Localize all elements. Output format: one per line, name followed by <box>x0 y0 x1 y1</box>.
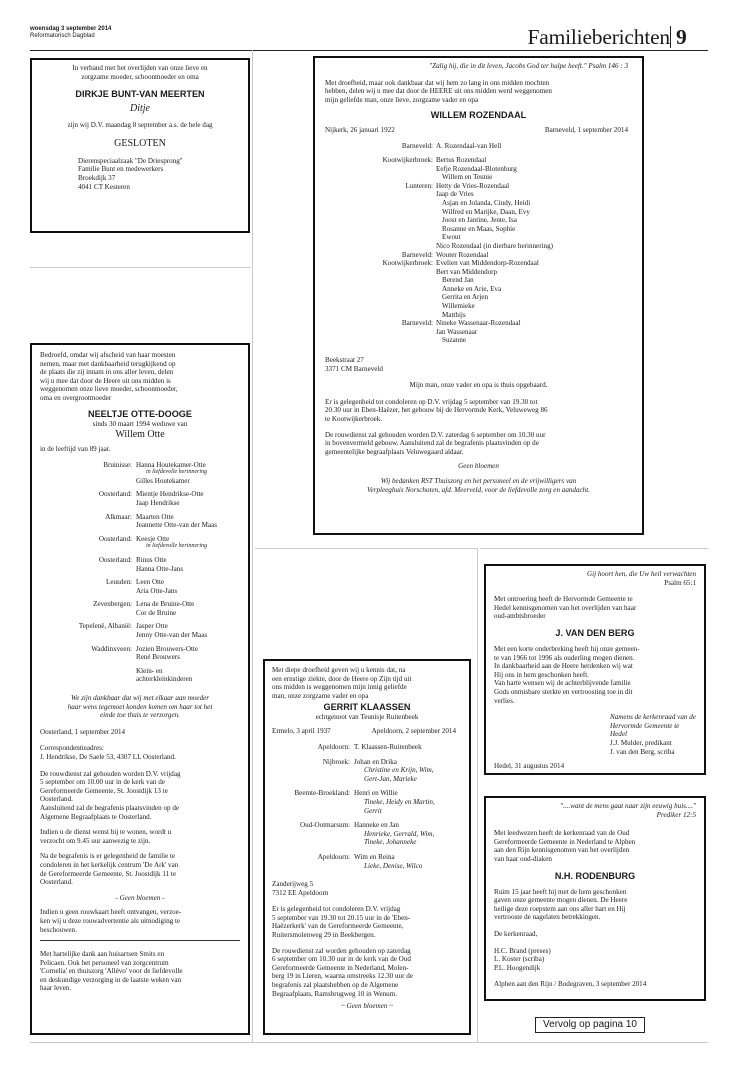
husband-name: Willem Otte <box>115 429 165 441</box>
correspondence: Correspondentieadres: J. Hendrikse, De Saele 53, 4307 LL Oosterland. <box>40 744 176 761</box>
family-place: Beemte-Broekland: <box>294 789 350 798</box>
family-member: Christine en Krijn, Wim, <box>364 766 434 775</box>
family-row <box>325 302 632 311</box>
family-place: Waddinxveen: <box>91 644 132 653</box>
family-member: Asjan en Jolanda, Cindy, Heidi <box>442 198 531 207</box>
family-place: Apeldoorn: <box>317 852 350 861</box>
no-flowers: ~ Geen bloemen ~ <box>341 1002 393 1011</box>
nickname: Ditje <box>130 103 150 115</box>
family-member: Nineke Wassenaar-Rozendaal <box>436 319 521 328</box>
notice-van-den-berg <box>484 564 706 775</box>
family-member: Klein- en <box>136 666 163 675</box>
page-number: 9 <box>676 25 687 49</box>
family-place: Tepelenë, Albanië: <box>78 622 132 631</box>
tribute-text: Ruim 15 jaar heeft hij met de hem geschonken gaven onze gemeente mogen dienen. De Heere heilige deze roepstem aan ons aller hart en Hij vertrooste de nagelaten betrekkingen. <box>494 887 628 922</box>
family-member: Hanneke en Jan <box>354 821 399 830</box>
family-row <box>325 242 632 251</box>
family-member: Keesje Otte <box>136 534 170 543</box>
family-row <box>325 190 632 199</box>
separator <box>30 1042 708 1043</box>
family-member: Tineke, Heidy en Martin, <box>364 797 435 806</box>
separator <box>255 548 477 549</box>
family-group <box>40 578 240 595</box>
family-group <box>272 789 462 815</box>
bible-quote: "Zalig hij, die in dit leven, Jacobs God ter hulpe heeft." Psalm 146 : 3 <box>429 62 628 70</box>
family-member: Berend Jan <box>442 276 474 285</box>
bible-quote: Gij hoort hen, die Uw heil verwachten <box>587 570 696 578</box>
family-member: Jozien Brouwers-Otte <box>136 644 199 653</box>
family-member: Gert-Jan, Marieke <box>364 774 417 783</box>
death: Apeldoorn, 2 september 2014 <box>371 726 456 735</box>
separator <box>480 548 708 549</box>
family-member: Hanna Houtekamer-Otte <box>136 460 206 469</box>
family-row <box>325 259 632 268</box>
deceased-name: DIRKJE BUNT-VAN MEERTEN <box>75 89 205 100</box>
deceased-name: J. VAN DEN BERG <box>555 627 635 638</box>
bible-ref: Psalm 65:1 <box>664 578 696 587</box>
widow-line: sinds 30 maart 1994 weduwe van <box>92 419 188 428</box>
thanks-caregivers: Met hartelijke dank aan huisartsen Smits en Pelicaen. Ook het personeel van zorgcentrum 'Cornelia' en thuiszorg 'Allévo' voor de liefdevolle en deskundige verzorging in de laatste weken van haar leven. <box>40 950 183 993</box>
family-group <box>272 743 462 752</box>
family-group <box>40 461 240 486</box>
family-member: Gilles Houtekamer <box>136 476 190 485</box>
family-member: Nico Rozendaal (in dierbare herinnering) <box>436 241 553 250</box>
column-divider <box>252 50 253 1042</box>
signature: Namens de kerkenraad van de Hervormde Gemeente te Hedel J.J. Mulder, predikant J. van den Berg, scriba <box>610 713 696 756</box>
condolence-info: Na de begrafenis is er gelegenheid de familie te condoleren in het kerkelijk centrum 'De Ark' van de Gereformeerde Gemeente, St. Joostdijk 11 te Oosterland. <box>40 852 179 887</box>
family-place: Oosterland: <box>98 490 132 499</box>
place-date: Alphen aan den Rijn / Bodegraven, 3 september 2014 <box>494 980 647 989</box>
family-row <box>325 276 632 285</box>
family-group <box>272 821 462 847</box>
family-member: Evelien van Middendorp-Rozendaal <box>436 259 539 268</box>
family-list <box>325 142 632 345</box>
no-flowers: Geen bloemen <box>458 462 499 471</box>
family-member: Lena de Bruine-Otte <box>136 600 195 609</box>
family-place: Bruinisse: <box>103 460 132 469</box>
family-row <box>325 268 632 277</box>
family-place: Zevenbergen: <box>93 600 132 609</box>
thanks-family: We zijn dankbaar dat wij met elkaar aan moeder haar wens tegemoet konden komen om haar tot het einde toe thuis te verzorgen. <box>67 694 213 720</box>
family-member: Willem en Teunie <box>442 173 493 182</box>
family-member: A. Rozendaal-van Hell <box>436 142 502 151</box>
family-member: Gerrita en Arjen <box>442 293 489 302</box>
family-place: Lunteren: <box>405 181 433 190</box>
service-info: De rouwdienst zal gehouden worden D.V. zaterdag 6 september om 10.30 uur in bovenvermeld gebouw. Aansluitend zal de begrafenis plaatsvinden op de gemeentelijke begraafplaats Veluwegaard aldaar. <box>325 430 546 456</box>
family-member: Suzanne <box>442 336 467 345</box>
death: Barneveld, 1 september 2014 <box>544 126 628 135</box>
family-row <box>325 208 632 217</box>
family-member: Rosanne en Maas, Sophie <box>442 224 516 233</box>
family-member: Jasper Otte <box>136 622 168 631</box>
header-rule <box>30 50 708 51</box>
closure-line: zijn wij D.V. maandag 8 september a.s. de hele dag <box>67 121 213 130</box>
family-list <box>40 461 240 684</box>
signature: Dierenspeciaalzaak "De Driesprong" Familie Bunt en medewerkers Broekdijk 37 4041 CT Kesteren <box>78 156 183 191</box>
family-row <box>325 319 632 328</box>
family-row <box>325 173 632 182</box>
header-separator <box>670 26 671 48</box>
notice-intro: In verband met het overlijden van onze lieve en zorgzame moeder, schoonmoeder en oma <box>72 64 208 81</box>
tribute-text: Met een korte onderbreking heeft hij onze gemeen- te van 1966 tot 1996 als ouderling mogen dienen. In dankbaarheid aan de Heere herdenken wij wat Hij ons in hem geschonken heeft. Van harte wensen wij de achterblijvende familie Gods onmisbare sterkte en vertroosting toe in dit verlies. <box>494 644 640 705</box>
family-member: Bertus Rozendaal <box>436 155 487 164</box>
family-member: Maarten Otte <box>136 512 174 521</box>
family-member: Joost en Jantine, Jente, Isa <box>442 216 517 225</box>
closed-label: GESLOTEN <box>114 137 166 149</box>
condolence-info: Er is gelegenheid tot condoleren op D.V. vrijdag 5 september van 19.30 tot 20.30 uur in Eben-Haëzer, het gebouw bij de Hervormde Kerk, Veluweweg 86 te Kootwijkerbroek. <box>325 397 548 423</box>
family-row <box>325 225 632 234</box>
notice-rozendaal <box>313 56 644 535</box>
family-member: Henrieke, Gerrald, Wim, <box>364 829 435 838</box>
place-date: Hedel, 31 augustus 2014 <box>494 762 565 771</box>
family-member: Lieke, Denise, Wilco <box>364 861 423 870</box>
family-row <box>325 156 632 165</box>
notice-otte <box>30 343 250 1035</box>
notice-klaassen <box>263 659 471 1035</box>
family-member: Jenny Otte-van der Maas <box>136 631 208 640</box>
family-member: Jaap Hendrikse <box>136 499 180 508</box>
family-member: René Brouwers <box>136 653 180 662</box>
family-member: Aria Otte-Jans <box>136 586 178 595</box>
family-list <box>272 743 462 870</box>
paper-name: Reformatorisch Dagblad <box>30 33 95 40</box>
family-member: Jan Wassenaar <box>436 327 478 336</box>
family-row <box>325 233 632 242</box>
family-member: Rinus Otte <box>136 555 167 564</box>
signature-head: De kerkenraad, <box>494 929 538 938</box>
family-place: Oosterland: <box>98 534 132 543</box>
family-place: Apeldoorn: <box>317 742 350 751</box>
family-member: Gerrit <box>364 806 382 815</box>
age: in de leeftijd van 89 jaar. <box>40 445 111 454</box>
spouse-line: echtgenoot van Teunisje Ruitenbeek <box>315 713 419 722</box>
separator <box>30 267 250 268</box>
family-place: Nijbroek: <box>322 757 350 766</box>
notice-intro: Met leedwezen heeft de kerkenraad van de Oud Gereformeerde Gemeente in Nederland te Alphen aan den Rijn kennisgenomen van het overlijden van haar oud-diaken <box>494 829 636 863</box>
family-member: Mientje Hendrikse-Otte <box>136 490 204 499</box>
life-dates <box>325 126 632 136</box>
bible-ref: Prediker 12:5 <box>656 810 696 819</box>
family-place: Kootwijkerbroek: <box>382 155 433 164</box>
family-row <box>325 311 632 320</box>
no-flowers: - Geen bloemen - <box>115 893 165 902</box>
family-row <box>325 182 632 191</box>
family-row <box>325 251 632 260</box>
signature: H.C. Brand (preses) L. Koster (scriba) P.L. Hoogendijk <box>494 946 551 972</box>
laid-out-note: Mijn man, onze vader en opa is thuis opgebaard. <box>409 381 548 390</box>
address: Zanderijweg 5 7312 EE Apeldoorn <box>272 880 329 897</box>
family-group <box>40 645 240 662</box>
family-group <box>40 622 240 639</box>
family-group <box>40 513 240 530</box>
family-member: Leen Otte <box>136 578 165 587</box>
bible-quote: "....want de mens gaat naar zijn eeuwig huis...." <box>560 802 696 810</box>
family-member: Jeannette Otte-van der Maas <box>136 521 217 530</box>
family-row <box>325 165 632 174</box>
family-place: Leusden: <box>105 578 132 587</box>
life-dates <box>272 727 462 737</box>
service-info: De rouwdienst zal worden gehouden op zaterdag 6 september om 10.30 uur in de kerk van de Oud Gereformeerde Gemeente in Nederland, Molen- berg 19 in Lieren, waarna omstreeks 12.30 uur de begrafenis zal plaatshebben op de Algemene Begraafplaats, Ramsbrugweg 10 in Wenum. <box>272 946 413 998</box>
address: Beekstraat 27 3371 CM Barneveld <box>325 356 383 373</box>
family-member: Henri en Willie <box>354 789 398 798</box>
family-row <box>325 293 632 302</box>
notice-rodenburg <box>484 796 706 1001</box>
attend-info: Indien u de dienst wenst bij te wonen, wordt u verzocht om 9.45 uur aanwezig te zijn. <box>40 828 172 845</box>
service-info: De rouwdienst zal gehouden worden D.V. vrijdag 5 september om 10.00 uur in de kerk van de Gereformeerde Gemeente, St. Joostdijk 13 te Oosterland. Aansluitend zal de begrafenis plaatsvinden op de Algemene Begraafplaats te Oosterland. <box>40 769 181 821</box>
deceased-name: GERRIT KLAASSEN <box>323 702 411 713</box>
family-member: Tineke, Johanneke <box>364 838 417 847</box>
family-place: Oud-Ootmarsum: <box>299 821 350 830</box>
deceased-name: NEELTJE OTTE-DOOGE <box>88 408 192 419</box>
notice-intro: Bedroefd, omdat wij afscheid van haar moesten nemen, maar met dankbaarheid terugkijkend op de plaats die zij innam in ons aller leven, delen wij u mee dat door de Heere uit ons midden is weggenomen onze lieve moeder, schoonmoeder, oma en overgrootmoeder <box>40 351 178 402</box>
family-row <box>325 336 632 345</box>
family-member: Wouter Rozendaal <box>436 250 489 259</box>
birth: Nijkerk, 26 januari 1922 <box>325 126 395 135</box>
family-place: Alkmaar: <box>105 512 132 521</box>
family-row <box>325 199 632 208</box>
family-group <box>40 556 240 573</box>
family-member: Eefje Rozendaal-Blotenburg <box>436 164 517 173</box>
family-member: Cor de Bruine <box>136 608 177 617</box>
family-member: Bert van Middendorp <box>436 267 498 276</box>
family-row <box>325 328 632 337</box>
family-member: Johan en Drika <box>354 757 397 766</box>
family-group <box>272 853 462 870</box>
condolence-info: Er is gelegenheid tot condoleren D.V. vrijdag 5 september van 19.30 tot 20.15 uur in de 'Eben- Haëzerkerk' van de Gereformeerde Gemeente, Ruitersmolenweg 29 in Beekbergen. <box>272 905 411 940</box>
family-group <box>40 535 240 551</box>
column-divider <box>477 548 478 1042</box>
family-group <box>40 600 240 617</box>
memory-note: in liefdevolle herinnering <box>146 469 207 476</box>
place-date: Oosterland, 1 september 2014 <box>40 727 126 736</box>
family-member: Wilfred en Marijke, Daan, Evy <box>442 207 530 216</box>
memory-note: in liefdevolle herinnering <box>146 543 207 550</box>
family-row <box>325 142 632 151</box>
notice-bunt <box>30 58 250 233</box>
family-group <box>40 667 240 684</box>
header-meta <box>30 26 111 40</box>
card-note: Indien u geen rouwkaart heeft ontvangen, verzoe- ken wij u deze rouwadvertentie als uitnodiging te beschouwen. <box>40 908 182 934</box>
family-member: Anneke en Arie, Eva <box>442 284 502 293</box>
notice-intro: Met ontroering heeft de Hervormde Gemeente te Hedel kennisgenomen van het overlijden van haar oud-ambtsbroeder <box>494 595 637 621</box>
continued-link[interactable]: Vervolg op pagina 10 <box>535 1017 645 1033</box>
family-member: Willemieke <box>442 302 475 311</box>
birth: Ermelo, 3 april 1937 <box>272 726 331 735</box>
family-member: Hanna Otte-Jans <box>136 564 184 573</box>
family-member: Hetty de Vries-Rozendaal <box>436 181 510 190</box>
family-row <box>325 285 632 294</box>
family-group <box>40 490 240 507</box>
family-row <box>325 216 632 225</box>
family-member: Jaap de Vries <box>436 190 474 199</box>
deceased-name: WILLEM ROZENDAAL <box>430 110 527 121</box>
section-title: Familieberichten <box>527 25 670 49</box>
family-member: Ewout <box>442 233 461 242</box>
notice-intro: Met droefheid, maar ook dankbaar dat wij hem zo lang in ons midden mochten hebben, delen wij u mee dat door de HEERE uit ons midden werd weggenomen mijn geliefde man, onze lieve, zorgzame vader en opa <box>325 78 552 104</box>
family-member: achterkleinkinderen <box>136 675 193 684</box>
family-place: Barneveld: <box>401 250 433 259</box>
family-place: Barneveld: <box>401 142 433 151</box>
deceased-name: N.H. RODENBURG <box>554 870 636 881</box>
family-group <box>272 758 462 784</box>
family-member: T. Klaassen-Ruitenbeek <box>354 742 422 751</box>
issue-date: woensdag 3 september 2014 <box>30 26 112 32</box>
family-place: Oosterland: <box>98 555 132 564</box>
family-member: Wim en Reina <box>354 852 395 861</box>
family-place: Barneveld: <box>401 319 433 328</box>
notice-intro: Met diepe droefheid geven wij u kennis dat, na een ernstige ziekte, door de Heere op Zijn tijd uit ons midden is weggenomen mijn innig geliefde man, onze zorgzame vader en opa <box>272 666 412 700</box>
family-place: Kootwijkerbroek: <box>382 259 433 268</box>
thanks: Wij bedanken RST Thuiszorg en het personeel en de vrijwilligers van Verpleeghuis Norschoten, afd. Meerveld, voor de liefdevolle zorg en aandacht. <box>367 476 590 494</box>
divider <box>40 940 240 941</box>
family-member: Matthijs <box>442 310 466 319</box>
